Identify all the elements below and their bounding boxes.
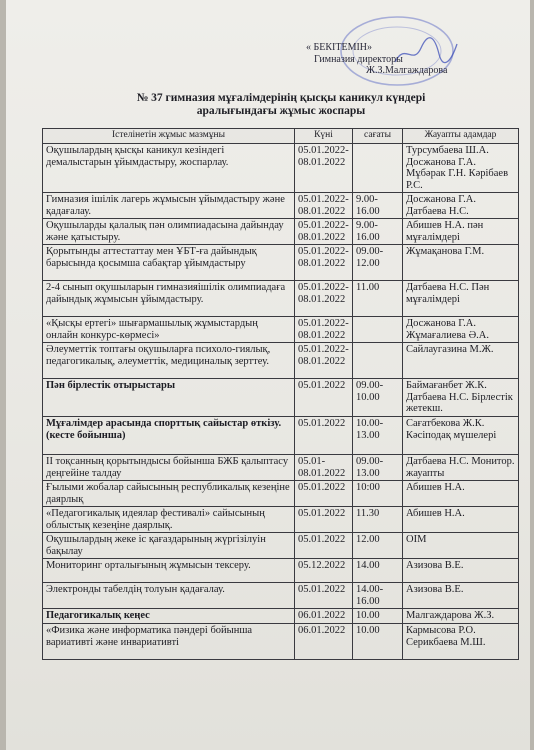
table-row xyxy=(43,417,519,455)
cell-date: 05.01.2022 xyxy=(295,417,353,455)
cell-time: 10.00-13.00 xyxy=(353,417,403,455)
header-time: сағаты xyxy=(353,129,403,144)
cell-content: «Физика және информатика пәндері бойынша вариативті және инвариативті xyxy=(43,624,295,660)
table-row xyxy=(43,624,519,660)
table-row xyxy=(43,507,519,533)
cell-date: 05.01.2022-08.01.2022 xyxy=(295,317,353,343)
cell-responsible: Абишев Н.А. xyxy=(403,481,519,507)
cell-responsible: Азизова В.Е. xyxy=(403,559,519,583)
table-row xyxy=(43,559,519,583)
approval-heading: « БЕКІТЕМІН» xyxy=(306,42,373,53)
cell-content: Педагогикалық кеңес xyxy=(43,609,295,624)
cell-content: Оқушылардың қысқы каникул кезіндегі демалыстарын ұйымдастыру, жоспарлау. xyxy=(43,144,295,193)
cell-time: 11.00 xyxy=(353,281,403,317)
cell-content: Электронды табелдің толуын қадағалау. xyxy=(43,583,295,609)
cell-date: 05.12.2022 xyxy=(295,559,353,583)
cell-date: 05.01.2022-08.01.2022 xyxy=(295,144,353,193)
cell-content: «Қысқы ертегі» шығармашылық жұмыстардың онлайн конкурс-көрмесі» xyxy=(43,317,295,343)
cell-responsible: Малгаждарова Ж.З. xyxy=(403,609,519,624)
cell-responsible: Датбаева Н.С. Пән мұғалімдері xyxy=(403,281,519,317)
cell-responsible: Датбаева Н.С. Монитор. жауапты xyxy=(403,455,519,481)
table-row xyxy=(43,144,519,193)
cell-content: Оқушылардың жеке іс қағаздарының жүргізілуін бақылау xyxy=(43,533,295,559)
table-row xyxy=(43,343,519,379)
approval-name: Ж.З.Малгаждарова xyxy=(366,65,448,76)
cell-responsible: Кармысова Р.О. Серикбаева М.Ш. xyxy=(403,624,519,660)
cell-date: 06.01.2022 xyxy=(295,609,353,624)
table-row xyxy=(43,583,519,609)
cell-content: «Педагогикалық идеялар фестивалі» сайысының облыстық кезеңіне даярлық. xyxy=(43,507,295,533)
table-row xyxy=(43,281,519,317)
cell-content: Пән бірлестік отырыстары xyxy=(43,379,295,417)
cell-time: 12.00 xyxy=(353,533,403,559)
table-row xyxy=(43,379,519,417)
cell-date: 05.01.2022-08.01.2022 xyxy=(295,281,353,317)
cell-responsible: Досжанова Г.А. Датбаева Н.С. xyxy=(403,193,519,219)
document-page xyxy=(6,0,530,750)
cell-responsible: Абишев Н.А. пән мұғалімдері xyxy=(403,219,519,245)
document-title xyxy=(46,92,516,118)
cell-content: Ғылыми жобалар сайысының республикалық кезеңіне даярлық xyxy=(43,481,295,507)
table-row xyxy=(43,609,519,624)
cell-content: Мұғалімдер арасында спорттық сайыстар өткізу. (кесте бойынша) xyxy=(43,417,295,455)
table-header-row xyxy=(43,129,519,144)
cell-date: 05.01.2022-08.01.2022 xyxy=(295,193,353,219)
cell-time: 10.00 xyxy=(353,609,403,624)
cell-date: 05.01.2022 xyxy=(295,507,353,533)
table-row xyxy=(43,481,519,507)
cell-content: Әлеуметтік топтағы оқушыларға психоло-гиялық, педагогикалық, әлеуметтік, медициналық зерттеу. xyxy=(43,343,295,379)
cell-time xyxy=(353,317,403,343)
cell-responsible: Жұмақанова Г.М. xyxy=(403,245,519,281)
cell-date: 05.01.2022-08.01.2022 xyxy=(295,343,353,379)
cell-time: 09.00-12.00 xyxy=(353,245,403,281)
header-date: Күні xyxy=(295,129,353,144)
cell-date: 05.01.2022 xyxy=(295,583,353,609)
plan-table xyxy=(42,128,519,660)
cell-responsible: Сайлаугазина М.Ж. xyxy=(403,343,519,379)
cell-date: 05.01.2022-08.01.2022 xyxy=(295,219,353,245)
cell-date: 06.01.2022 xyxy=(295,624,353,660)
cell-content: Қорытынды аттестаттау мен ҰБТ-ға дайындық барысында қосымша сабақтар ұйымдастыру xyxy=(43,245,295,281)
cell-time: 09.00-13.00 xyxy=(353,455,403,481)
table-row xyxy=(43,317,519,343)
cell-responsible: Абишев Н.А. xyxy=(403,507,519,533)
cell-time: 09.00-10.00 xyxy=(353,379,403,417)
cell-content: Мониторинг орталығының жұмысын тексеру. xyxy=(43,559,295,583)
cell-time: 14.00-16.00 xyxy=(353,583,403,609)
cell-date: 05.01.2022 xyxy=(295,481,353,507)
cell-date: 05.01.2022 xyxy=(295,533,353,559)
title-line-2: аралығындағы жұмыс жоспары xyxy=(196,105,366,117)
cell-responsible: Турсумбаева Ш.А. Досжанова Г.А. Мұбәрак Г.Н. Кәрібаев Р.С. xyxy=(403,144,519,193)
cell-time: 11.30 xyxy=(353,507,403,533)
cell-date: 05.01.2022 xyxy=(295,379,353,417)
approval-block xyxy=(306,42,526,77)
cell-date: 05.01-08.01.2022 xyxy=(295,455,353,481)
cell-time: 9.00-16.00 xyxy=(353,219,403,245)
header-responsible: Жауапты адамдар xyxy=(403,129,519,144)
approval-position: Гимназия директоры xyxy=(314,53,403,65)
cell-responsible: Досжанова Г.А. Жұмағалиева Ә.А. xyxy=(403,317,519,343)
cell-responsible: Сағатбекова Ж.К. Кәсіподақ мүшелері xyxy=(403,417,519,455)
cell-time xyxy=(353,144,403,193)
table-row xyxy=(43,245,519,281)
cell-content: ІІ тоқсанның қорытындысы бойынша БЖБ қалыптасу деңгейіне талдау xyxy=(43,455,295,481)
header-content: Істелінетін жұмыс мазмұны xyxy=(43,129,295,144)
cell-responsible: Баймағанбет Ж.К. Датбаева Н.С. Бірлестік жетекш. xyxy=(403,379,519,417)
cell-time: 14.00 xyxy=(353,559,403,583)
cell-time: 9.00-16.00 xyxy=(353,193,403,219)
cell-content: 2-4 сынып оқушыларын гимназияішілік олимпиадаға дайындық жұмысын ұйымдастыру. xyxy=(43,281,295,317)
cell-time: 10.00 xyxy=(353,624,403,660)
cell-responsible: Азизова В.Е. xyxy=(403,583,519,609)
cell-date: 05.01.2022-08.01.2022 xyxy=(295,245,353,281)
table-row xyxy=(43,533,519,559)
cell-responsible: ОІМ xyxy=(403,533,519,559)
cell-time: 10:00 xyxy=(353,481,403,507)
table-row xyxy=(43,193,519,219)
title-line-1: № 37 гимназия мұғалімдерінің қысқы каникул күндері xyxy=(136,92,426,104)
cell-content: Гимназия ішілік лагерь жұмысын ұйымдастыру және қадағалау. xyxy=(43,193,295,219)
cell-content: Оқушыларды қалалық пән олимпиадасына дайындау және қатыстыру. xyxy=(43,219,295,245)
cell-time xyxy=(353,343,403,379)
table-row xyxy=(43,219,519,245)
table-row xyxy=(43,455,519,481)
